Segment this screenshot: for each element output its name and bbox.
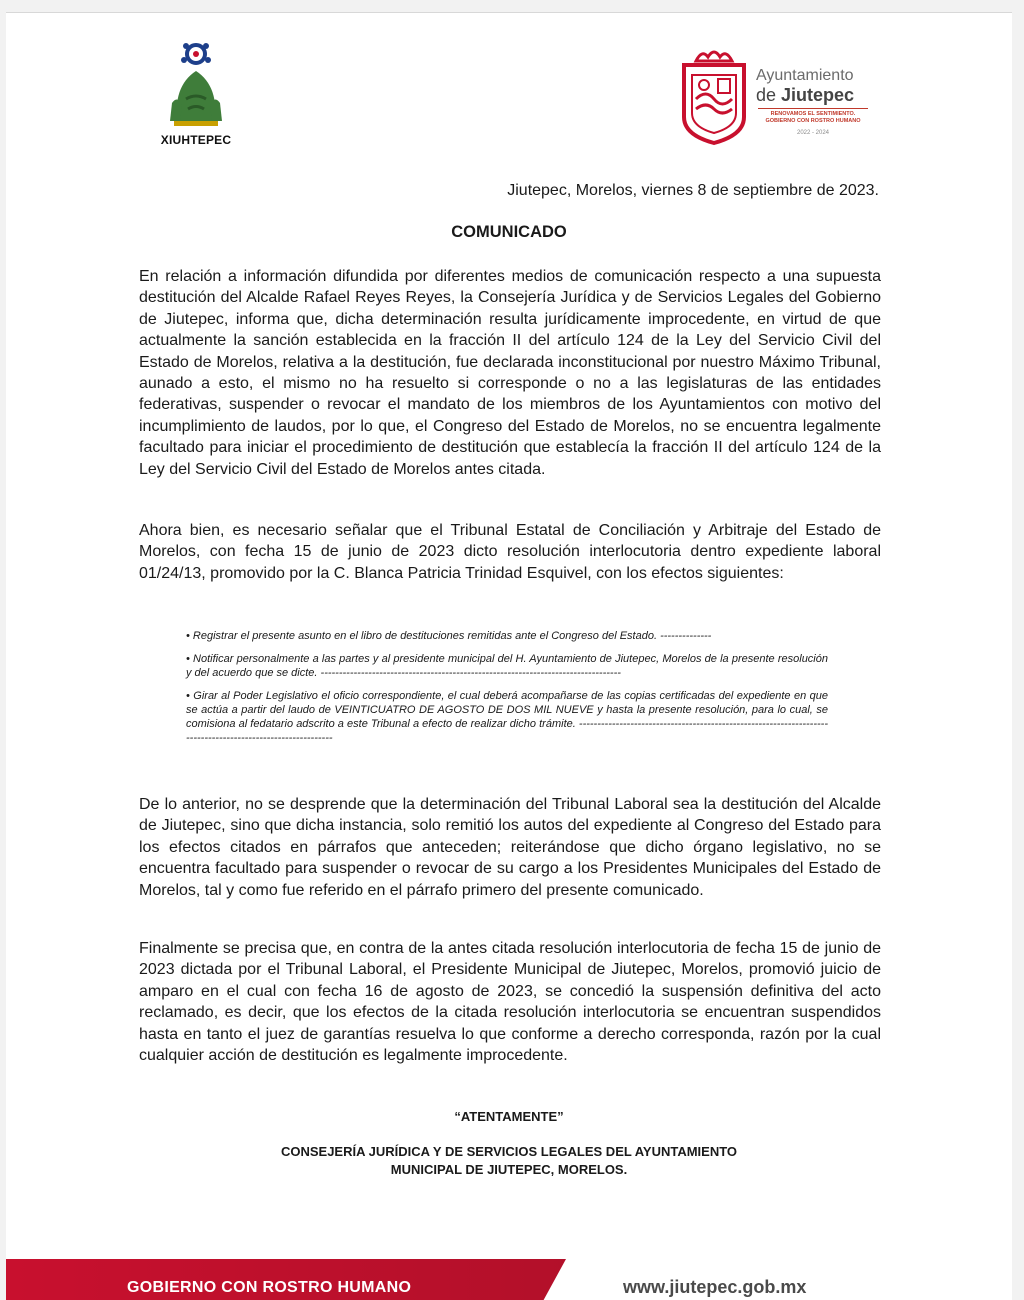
- left-logo-caption: XIUHTEPEC: [160, 133, 232, 147]
- paragraph-2: Ahora bien, es necesario señalar que el Tribunal Estatal de Conciliación y Arbitraje del Estado de Morelos, con fecha 15 de junio de 2023 dicto resolución interlocutoria dentro expediente laboral 01/24/13, promovido por la C. Blanca Patricia Trinidad Esquivel, con los efectos siguientes:: [139, 522, 881, 582]
- paragraph-1: En relación a información difundida por diferentes medios de comunicación respecto a una supuesta destitución del Alcalde Rafael Reyes Reyes, la Consejería Jurídica y de Servicios Legales del Gobierno de Jiutepec, informa que, dicha determinación resulta jurídicamente improcedente, en virtud de que actualmente la sanción establecida en la fracción II del artículo 124 de la Ley del Servicio Civil del Estado de Morelos, relativa a la destitución, fue declarada inconstitucional por nuestro Máximo Tribunal, aunado a esto, el mismo no ha resuelto si corresponde o no a las legislaturas de las entidades federativas, suspender o revocar el mandato de los miembros de los Ayuntamientos con motivo del incumplimiento de laudos, por lo que, el Congreso del Estado de Morelos, no se encuentra legalmente facultado para iniciar el procedimiento de destitución que establecía la fracción II del artículo 124 de la Ley del Servicio Civil del Estado de Morelos antes citada.: [139, 268, 881, 478]
- footer-bar: [6, 1259, 1012, 1300]
- right-logo-line1: Ayuntamiento: [756, 67, 854, 84]
- jiutepec-shield-icon: [678, 47, 750, 147]
- paragraph-4: Finalmente se precisa que, en contra de la antes citada resolución interlocutoria de fecha 15 de junio de 2023 dictada por el Tribunal Laboral, el Presidente Municipal de Jiutepec, Morelos, promovió juicio de amparo en el cual con fecha 16 de agosto de 2023, se concedió la suspensión definitiva del acto reclamado, es decir, que los efectos de la citada resolución interlocutoria se encuentran suspendidos hasta en tanto el juez de garantías resuelva lo que conforme a derecho corresponda, razón por la cual cualquier acción de destitución es legalmente improcedente.: [139, 940, 881, 1065]
- right-logo-years: 2022 - 2024: [796, 130, 830, 136]
- paragraph-3: De lo anterior, no se desprende que la determinación del Tribunal Laboral sea la destitución del Alcalde de Jiutepec, sino que dicha instancia, solo remitió los autos del expediente al Congreso del Estado para los efectos citados en párrafos que anteceden; reiterándose que dicho órgano legislativo, no se encuentra facultado para suspender o revocar de su cargo a los Presidentes Municipales del Estado de Morelos, tal y como fue referido en el párrafo primero del presente comunicado.: [139, 796, 881, 899]
- list-item: • Girar al Poder Legislativo el oficio correspondiente, el cual deberá acompañarse de las copias certificadas del expediente en que se actúa a partir del laudo de VEINTICUATRO DE AGOSTO DE DOS MIL NUEVE y hasta la presente resolución, para lo cual, se comisiona al fedatario adscrito a este Tribunal a efecto de realizar dicho trámite. ------------------------------------------------------------------------------------------------------------: [186, 690, 828, 744]
- right-logo-tagline: RENOVAMOS EL SENTIMIENTO. GOBIERNO CON ROSTRO HUMANO: [758, 108, 868, 125]
- footer-website-link[interactable]: www.jiutepec.gob.mx: [623, 1277, 807, 1297]
- signature-block: [186, 1143, 832, 1179]
- list-item: • Registrar el presente asunto en el libro de destituciones remitidas ante el Congreso del Estado. --------------: [186, 630, 712, 642]
- quoted-effects-list: [186, 629, 828, 754]
- xiuhtepec-glyph-icon: [166, 41, 226, 129]
- list-item: • Notificar personalmente a las partes y al presidente municipal del H. Ayuntamiento de Jiutepec, Morelos de la presente resolución y del acuerdo que se dicte. ----------------------------------------------------------------------------------: [186, 653, 828, 679]
- date-line: Jiutepec, Morelos, viernes 8 de septiembre de 2023.: [507, 182, 879, 199]
- footer-slogan: GOBIERNO CON ROSTRO HUMANO: [127, 1279, 412, 1296]
- ayuntamiento-jiutepec-logo: [678, 47, 888, 157]
- signature-line-1: CONSEJERÍA JURÍDICA Y DE SERVICIOS LEGALES DEL AYUNTAMIENTO: [280, 1144, 738, 1159]
- document-title: COMUNICADO: [451, 223, 567, 241]
- document-page: [6, 12, 1012, 1300]
- xiuhtepec-logo: [156, 41, 236, 151]
- signature-line-2: MUNICIPAL DE JIUTEPEC, MORELOS.: [390, 1162, 628, 1177]
- right-logo-line2: de Jiutepec: [756, 85, 855, 105]
- closing-atentamente: “ATENTAMENTE”: [454, 1109, 564, 1124]
